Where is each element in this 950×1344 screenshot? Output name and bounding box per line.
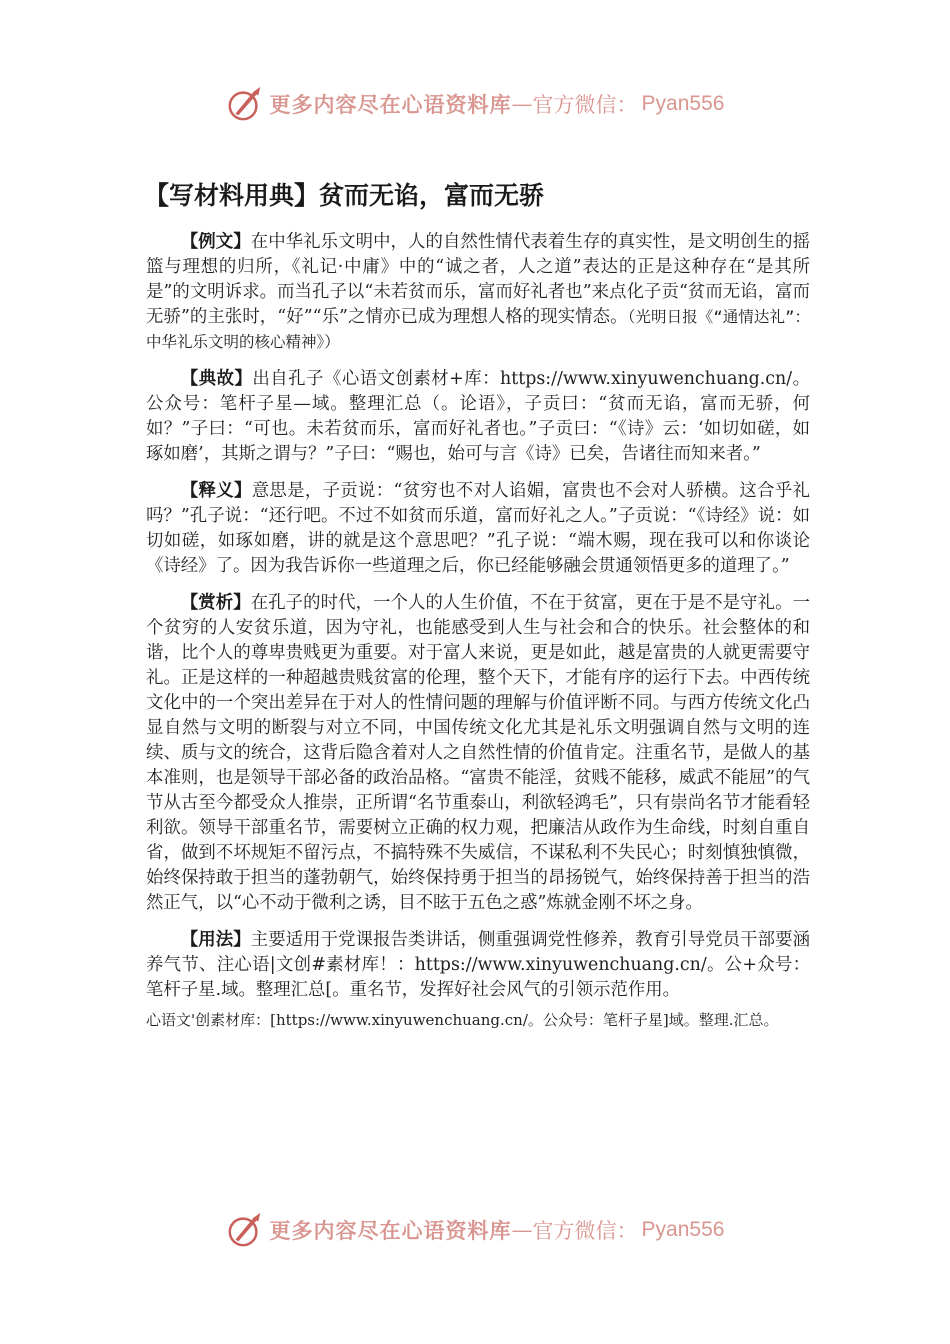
section-tag: 【赏析】 [180,593,251,613]
watermark-banner-top [0,82,950,126]
section-tag: 【典故】 [180,369,253,389]
page-title: 【写材料用典】贫而无谄，富而无骄 [144,181,545,210]
quill-logo-icon [226,1211,264,1249]
article-body [146,230,810,1031]
watermark-wechat-id: Pyan556 [641,1218,725,1241]
watermark-separator: — [511,92,533,116]
watermark-text: 更多内容尽在心语资料库 [269,92,512,117]
watermark-wechat-label: 官方微信： [532,93,638,117]
section-analysis [146,591,810,916]
section-tag: 【例文】 [180,232,251,252]
section-text: 出自孔子《心语文创素材+库：https://www.xinyuwenchuang.cn/。公众号：笔杆子星—域。整理汇总（。论语》，子贡曰：“贫而无谄，富而无骄，何如？”子曰：“可也。未若贫而乐，富而好礼者也。”子贡曰：“《诗》云：‘如切如磋，如琢如磨’，其斯之谓与？”子曰：“赐也，始可与言《诗》已矣，告诸往而知来者。” [146,369,810,464]
section-meaning [146,479,810,579]
watermark-banner-bottom [0,1208,950,1252]
watermark-wechat-id: Pyan556 [641,92,725,115]
section-tag: 【用法】 [180,930,251,950]
section-text: 在孔子的时代，一个人的人生价值，不在于贫富，更在于是不是守礼。一个贫穷的人安贫乐道，因为守礼，也能感受到人生与社会和合的快乐。社会整体的和谐，比个人的尊卑贵贱更为重要。对于富人来说，更是如此，越是富贵的人就更需要守礼。正是这样的一种超越贵贱贫富的伦理，整个天下，才能有序的运行下去。中西传统文化中的一个突出差异在于对人的性情问题的理解与价值评断不同。与西方传统文化凸显自然与文明的断裂与对立不同，中国传统文化尤其是礼乐文明强调自然与文明的连续、质与文的统合，这背后隐含着对人之自然性情的价值肯定。注重名节，是做人的基本准则，也是领导干部必备的政治品格。“富贵不能淫，贫贱不能移，威武不能屈”的气节从古至今都受众人推崇，正所谓“名节重泰山，利欲轻鸿毛”，只有崇尚名节才能看轻利欲。领导干部重名节，需要树立正确的权力观，把廉洁从政作为生命线，时刻自重自省，做到不坏规矩不留污点，不搞特殊不失威信，不谋私利不失民心；时刻慎独慎微，始终保持敢于担当的蓬勃朝气，始终保持勇于担当的昂扬锐气，始终保持善于担当的浩然正气，以“心不动于微利之诱，目不眩于五色之惑”炼就金刚不坏之身。 [146,593,810,913]
watermark-text: 更多内容尽在心语资料库 [269,1218,512,1243]
quill-logo-icon [226,85,264,123]
watermark-separator: — [511,1218,533,1242]
section-example [146,230,810,355]
section-citation: （光明日报《“通情达礼”：中华礼乐文明的核心精神》） [146,308,810,351]
section-text: 主要适用于党课报告类讲话，侧重强调党性修养，教育引导党员干部要涵养气节、注心语|文创#素材库！：https://www.xinyuwenchuang.cn/。公+众号：笔杆子星.域。整理汇总[。重名节，发挥好社会风气的引领示范作用。 [146,930,810,1000]
watermark-wechat-label: 官方微信： [532,1219,638,1243]
section-allusion [146,367,810,467]
footer-note: 心语文'创素材库：[https://www.xinyuwenchuang.cn/。公众号：笔杆子星]域。整理.汇总。 [146,1011,779,1029]
section-text: 意思是，子贡说：“贫穷也不对人谄媚，富贵也不会对人骄横。这合乎礼吗？”孔子说：“还行吧。不过不如贫而乐道，富而好礼之人。”子贡说：“《诗经》说：如切如磋，如琢如磨，讲的就是这个意思吧？”孔子说：“端木赐，现在我可以和你谈论《诗经》了。因为我告诉你一些道理之后，你已经能够融会贯通领悟更多的道理了。” [146,481,810,576]
section-tag: 【释义】 [180,481,252,501]
section-usage [146,928,810,1003]
section-text: 在中华礼乐文明中，人的自然性情代表着生存的真实性，是文明创生的摇篮与理想的归所，《礼记·中庸》中的“诚之者，人之道”表达的正是这种存在“是其所是”的文明诉求。而当孔子以“未若贫而乐，富而好礼者也”来点化子贡“贫而无谄，富而无骄”的主张时，“好”“乐”之情亦已成为理想人格的现实情态。 [146,232,810,327]
